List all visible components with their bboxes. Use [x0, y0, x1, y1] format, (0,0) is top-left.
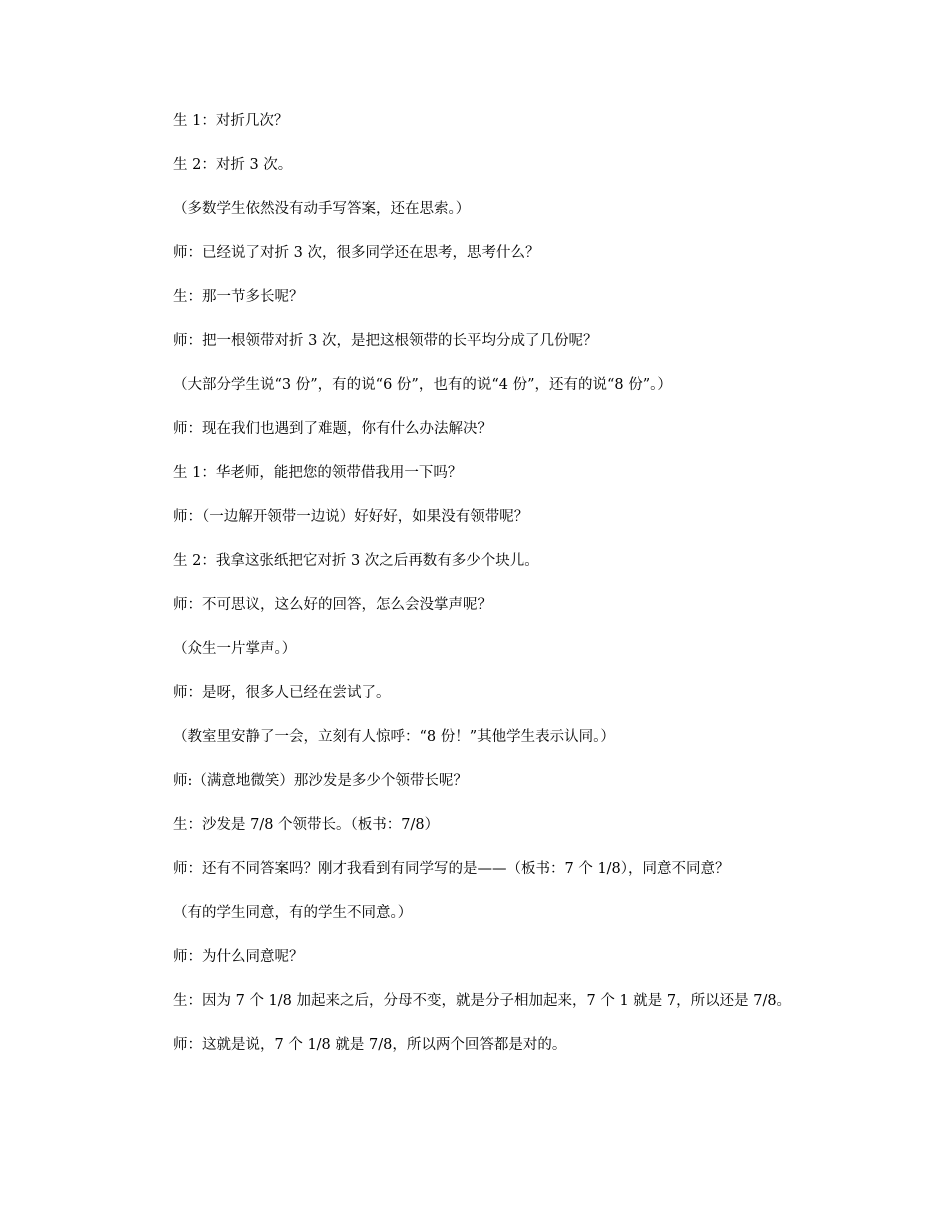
paragraph-spacer — [142, 880, 802, 902]
paragraph-spacer — [142, 572, 802, 594]
paragraph-spacer — [142, 264, 802, 286]
dialogue-line: 生 1：华老师，能把您的领带借我用一下吗？ — [173, 465, 463, 481]
dialogue-line: 师：现在我们也遇到了难题，你有什么办法解决？ — [173, 421, 492, 437]
stage-direction: （众生一片掌声。） — [173, 641, 297, 657]
dialogue-line: 师：为什么同意呢？ — [173, 949, 304, 965]
dialogue-line: 生 2：我拿这张纸把它对折 3 次之后再数有多少个块儿。 — [173, 553, 539, 569]
document-body — [142, 110, 802, 1056]
stage-direction: （有的学生同意，有的学生不同意。） — [173, 905, 413, 921]
dialogue-line: 生：沙发是 7/8 个领带长。（板书：7/8） — [173, 817, 440, 833]
dialogue-line: 生：那一节多长呢？ — [173, 289, 304, 305]
dialogue-line: 师：已经说了对折 3 次，很多同学还在思考，思考什么？ — [173, 245, 540, 261]
paragraph-spacer — [142, 132, 802, 154]
paragraph-spacer — [142, 704, 802, 726]
paragraph-spacer — [142, 616, 802, 638]
dialogue-line: 师：（一边解开领带一边说）好好好，如果没有领带呢？ — [173, 509, 529, 525]
dialogue-line: 师:（满意地微笑）那沙发是多少个领带长呢？ — [173, 773, 468, 789]
dialogue-line: 生 1：对折几次？ — [173, 113, 289, 129]
dialogue-line: 师：不可思议，这么好的回答，怎么会没掌声呢？ — [173, 597, 492, 613]
paragraph-spacer — [142, 660, 802, 682]
paragraph-spacer — [142, 968, 802, 990]
paragraph-spacer — [142, 176, 802, 198]
paragraph-spacer — [142, 396, 802, 418]
stage-direction: （教室里安静了一会，立刻有人惊呼：“8 份！”其他学生表示认同。） — [173, 729, 615, 745]
paragraph-spacer — [142, 528, 802, 550]
paragraph-spacer — [142, 440, 802, 462]
dialogue-line: 师：这就是说，7 个 1/8 就是 7/8，所以两个回答都是对的。 — [173, 1037, 567, 1053]
dialogue-line: 师：还有不同答案吗？刚才我看到有同学写的是——（板书：7 个 1/8），同意不同意？ — [173, 861, 730, 877]
paragraph-spacer — [142, 352, 802, 374]
paragraph-spacer — [142, 484, 802, 506]
paragraph-spacer — [142, 836, 802, 858]
stage-direction: （多数学生依然没有动手写答案，还在思索。） — [173, 201, 471, 217]
paragraph-spacer — [142, 1012, 802, 1034]
paragraph-spacer — [142, 924, 802, 946]
paragraph-spacer — [142, 308, 802, 330]
dialogue-line: 师：是呀，很多人已经在尝试了。 — [173, 685, 391, 701]
paragraph-spacer — [142, 792, 802, 814]
paragraph-spacer — [142, 220, 802, 242]
dialogue-line: 生 2：对折 3 次。 — [173, 157, 293, 173]
dialogue-line: 师：把一根领带对折 3 次，是把这根领带的长平均分成了几份呢？ — [173, 333, 598, 349]
paragraph-spacer — [142, 748, 802, 770]
stage-direction: （大部分学生说“3 份”，有的说“6 份”，也有的说“4 份”，还有的说“8 份”。） — [173, 377, 672, 393]
dialogue-line: 生：因为 7 个 1/8 加起来之后，分母不变，就是分子相加起来，7 个 1 就是 7，所以还是 7/8。 — [173, 993, 792, 1009]
